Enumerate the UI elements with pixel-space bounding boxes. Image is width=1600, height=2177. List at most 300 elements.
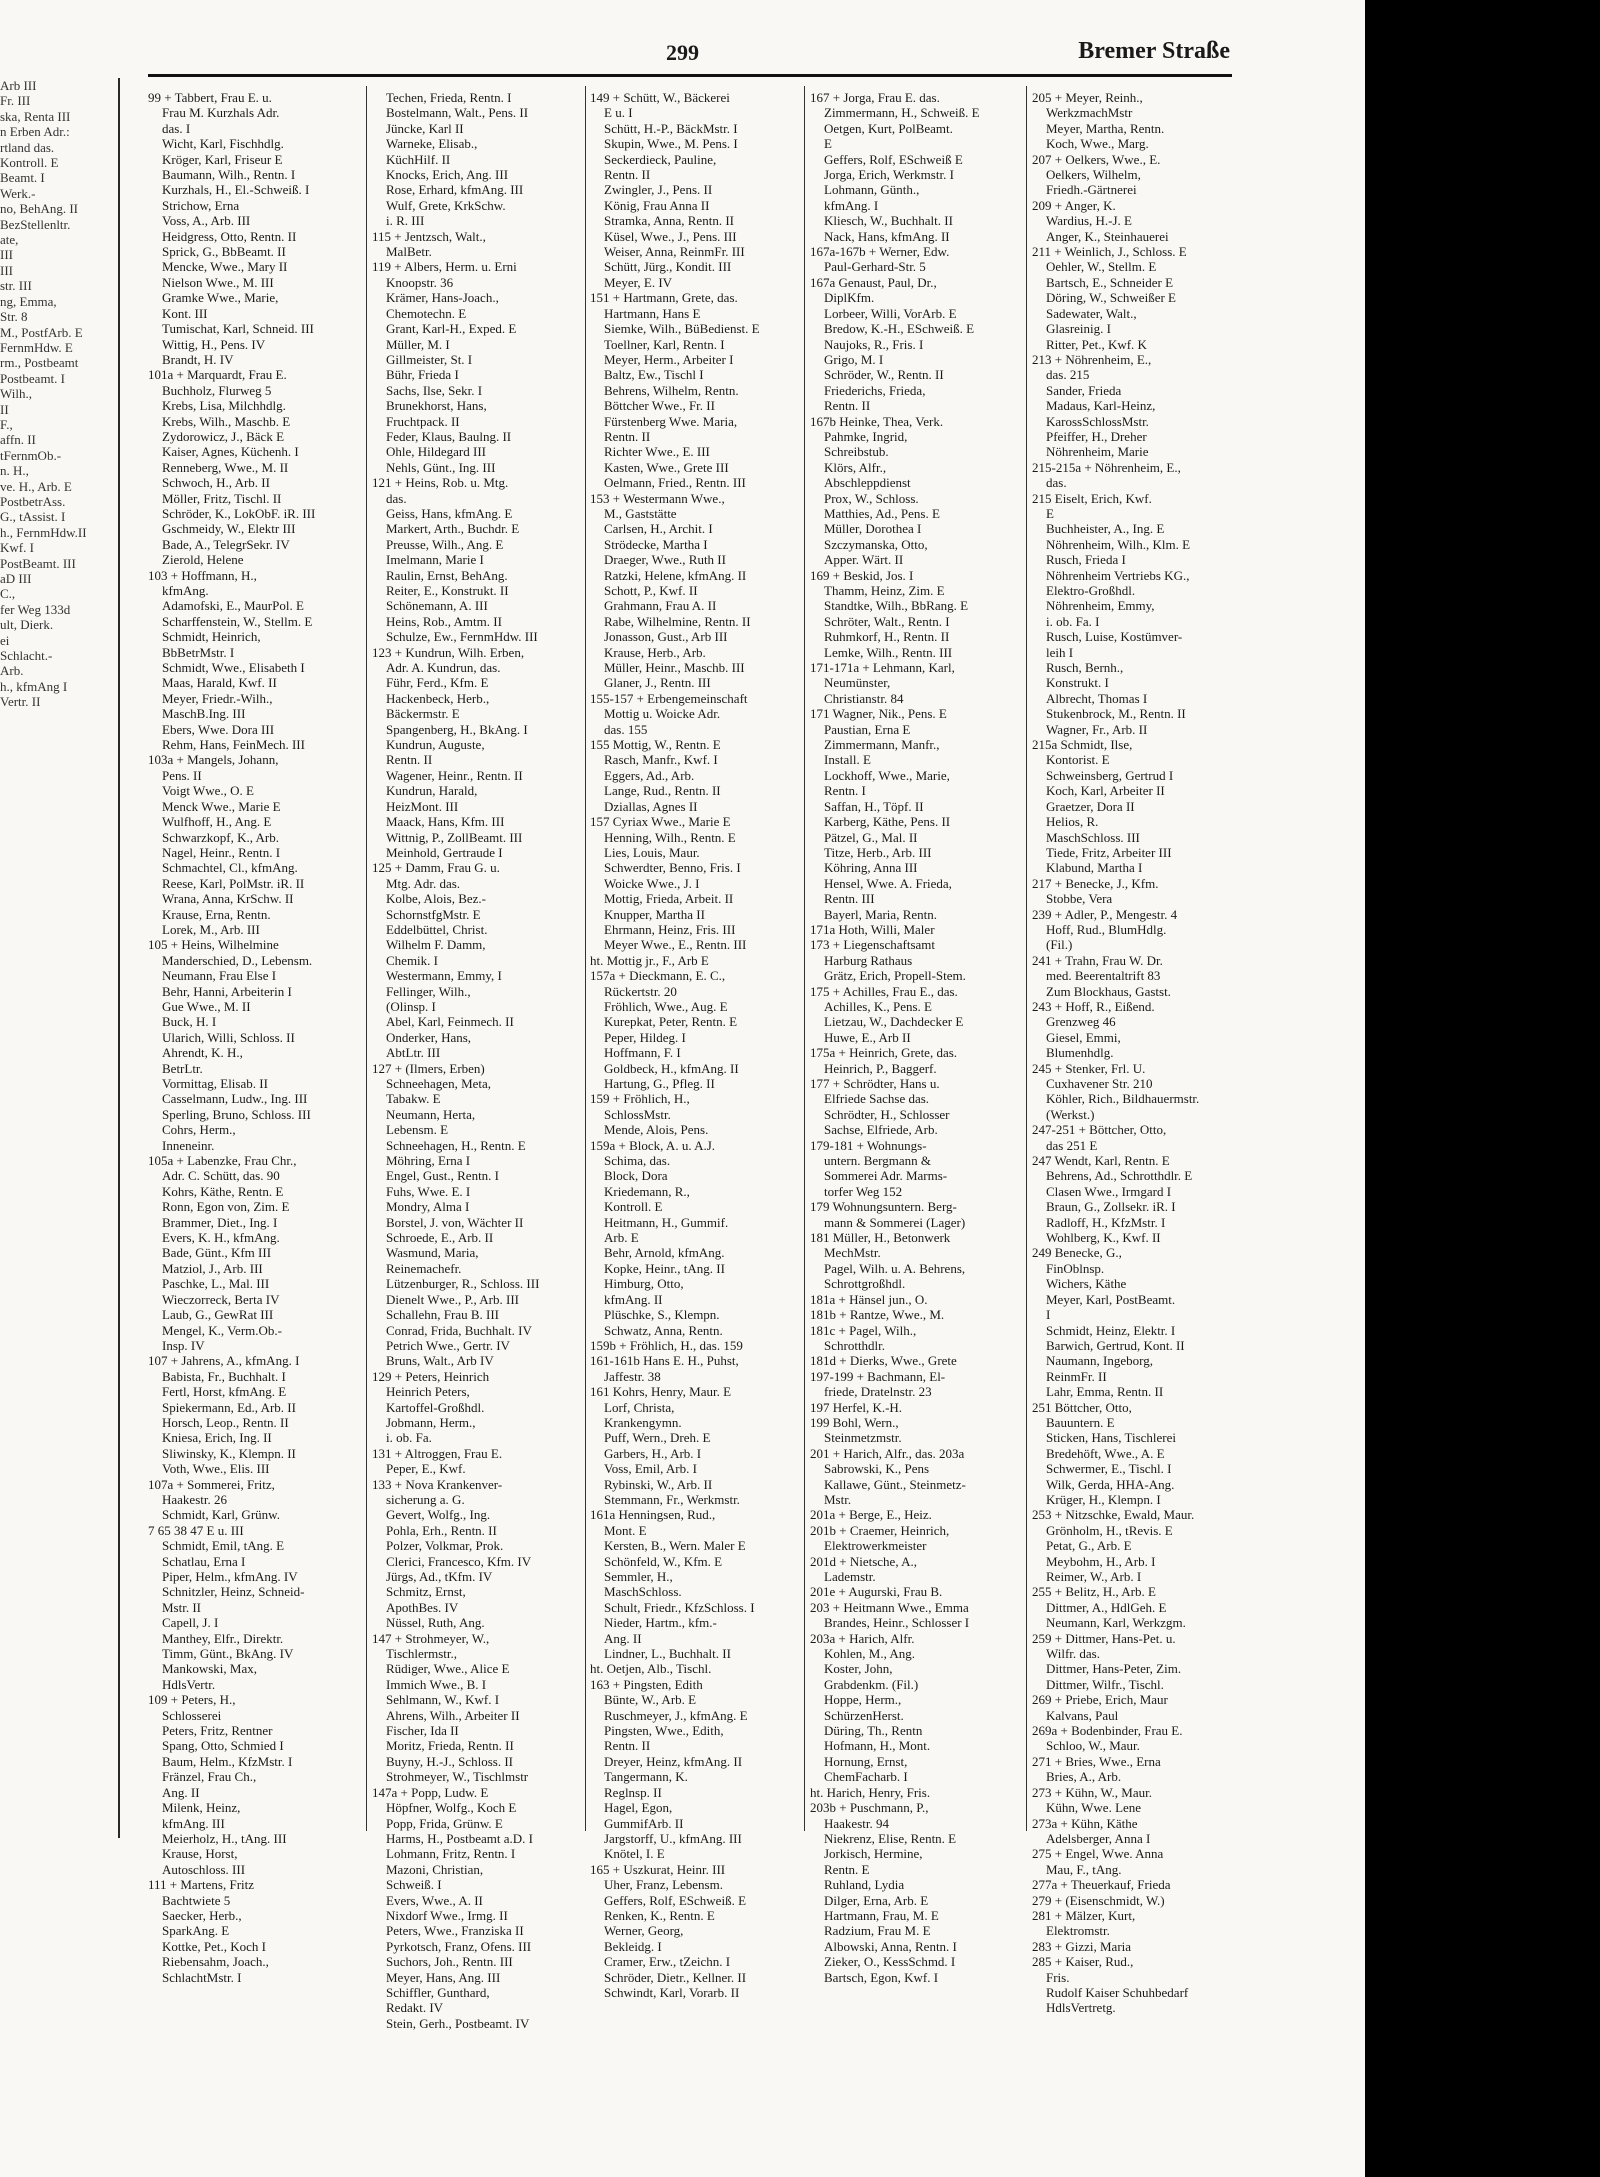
edge-line: str. III	[0, 278, 32, 294]
directory-entry: Rückertstr. 20	[604, 983, 677, 999]
directory-entry: Mende, Alois, Pens.	[604, 1122, 709, 1138]
directory-entry: 171 Wagner, Nik., Pens. E	[810, 706, 947, 722]
directory-entry: 207 + Oelkers, Wwe., E.	[1032, 151, 1161, 167]
directory-entry: 215-215a + Nöhrenheim, E.,	[1032, 459, 1181, 475]
directory-entry: Saecker, Herb.,	[162, 1907, 242, 1923]
directory-entry: 179-181 + Wohnungs-	[810, 1137, 927, 1153]
directory-entry: Möhring, Erna I	[386, 1153, 471, 1169]
directory-entry: Reglnsp. II	[604, 1784, 662, 1800]
directory-entry: Zum Blockhaus, Gastst.	[1046, 983, 1171, 999]
directory-entry: SchürzenHerst.	[824, 1707, 904, 1723]
directory-entry: Renneberg, Wwe., M. II	[162, 459, 289, 475]
directory-entry: Inneneinr.	[162, 1137, 215, 1153]
directory-entry: Lebensm. E	[386, 1122, 449, 1138]
directory-entry: Brandes, Heinr., Schlosser I	[824, 1615, 970, 1631]
scanner-black-margin	[1365, 0, 1600, 2177]
directory-entry: Gschmeidy, W., Elektr III	[162, 521, 296, 537]
directory-entry: Lietzau, W., Dachdecker E	[824, 1014, 964, 1030]
directory-entry: Chemik. I	[386, 952, 438, 968]
directory-entry: Naujoks, R., Fris. I	[824, 336, 924, 352]
directory-entry: HeizMont. III	[386, 798, 459, 814]
edge-line: aD III	[0, 571, 32, 586]
directory-entry: Gillmeister, St. I	[386, 351, 473, 367]
directory-entry: Kniesa, Erich, Ing. II	[162, 1430, 272, 1446]
directory-entry: Wagner, Fr., Arb. II	[1046, 721, 1148, 737]
directory-entry: Dienelt Wwe., P., Arb. III	[386, 1291, 519, 1307]
directory-entry: Engel, Gust., Rentn. I	[386, 1168, 500, 1184]
directory-entry: Jüncke, Karl II	[386, 120, 464, 136]
directory-entry: Voigt Wwe., O. E	[162, 783, 254, 799]
directory-entry: Nöhrenheim, Marie	[1046, 444, 1149, 460]
directory-entry: Elektro-Großhdl.	[1046, 583, 1136, 598]
directory-entry: Mottig u. Woicke Adr.	[604, 706, 721, 722]
directory-entry: Sliwinsky, K., Klempn. II	[162, 1445, 296, 1461]
directory-entry: Wagener, Heinr., Rentn. II	[386, 767, 523, 783]
directory-entry: Behrens, Wilhelm, Rentn.	[604, 382, 739, 398]
directory-entry: Spangenberg, H., BkAng. I	[386, 721, 528, 737]
directory-entry: Schmidt, Karl, Grünw.	[162, 1507, 280, 1523]
directory-entry: Heidgress, Otto, Rentn. II	[162, 228, 297, 244]
directory-entry: Müller, M. I	[386, 336, 450, 352]
directory-entry: Haakestr. 26	[162, 1491, 227, 1507]
directory-entry: Stobbe, Vera	[1046, 891, 1113, 907]
directory-entry: Pingsten, Wwe., Edith,	[604, 1723, 724, 1739]
directory-entry: Knocks, Erich, Ang. III	[386, 167, 509, 183]
directory-entry: Behr, Hanni, Arbeiterin I	[162, 983, 292, 999]
directory-entry: Suchors, Joh., Rentn. III	[386, 1954, 513, 1970]
directory-entry: Bäckermstr. E	[386, 706, 460, 722]
directory-entry: Pätzel, G., Mal. II	[824, 829, 918, 845]
directory-entry: Lorek, M., Arb. III	[162, 921, 260, 937]
directory-entry: Führ, Ferd., Kfm. E	[386, 675, 489, 691]
directory-entry: Paschke, L., Mal. III	[162, 1276, 270, 1292]
directory-entry: Radzium, Frau M. E	[824, 1923, 931, 1939]
directory-entry: Rentn. E	[824, 1861, 870, 1877]
directory-entry: Manderschied, D., Lebensm.	[162, 952, 313, 968]
directory-entry: Zierold, Helene	[162, 552, 244, 568]
directory-entry: I	[1046, 1307, 1051, 1323]
directory-entry: Schult, Friedr., KfzSchloss. I	[604, 1599, 755, 1615]
edge-line: ult, Dierk.	[0, 617, 54, 633]
directory-entry: Clasen Wwe., Irmgard I	[1046, 1183, 1172, 1199]
directory-entry: Voss, Emil, Arb. I	[604, 1461, 697, 1477]
directory-entry: 201d + Nietsche, A.,	[810, 1553, 917, 1569]
directory-entry: 199 Bohl, Wern.,	[810, 1414, 899, 1430]
directory-entry: Moritz, Frieda, Rentn. II	[386, 1738, 514, 1754]
directory-entry: Hartung, G., Pfleg. II	[604, 1076, 715, 1091]
directory-entry: Ehrmann, Heinz, Fris. III	[604, 921, 736, 937]
directory-entry: Fröhlich, Wwe., Aug. E	[604, 998, 728, 1014]
directory-entry: Lohmann, Günth.,	[824, 182, 920, 198]
directory-entry: Knoopstr. 36	[386, 274, 454, 290]
directory-entry: Lindner, L., Buchhalt. II	[604, 1646, 731, 1662]
directory-entry: 181 Müller, H., Betonwerk	[810, 1230, 951, 1246]
directory-entry: Wulf, Grete, KrkSchw.	[386, 197, 506, 213]
directory-entry: Schott, P., Kwf. II	[604, 583, 698, 598]
directory-entry: Westermann, Emmy, I	[386, 968, 502, 984]
edge-line: Vertr. II	[0, 694, 41, 710]
directory-entry: Adamofski, E., MaurPol. E	[162, 598, 304, 614]
directory-entry: Bayerl, Maria, Rentn.	[824, 906, 937, 922]
directory-entry: Grabdenkm. (Fil.)	[824, 1676, 919, 1692]
directory-entry: 283 + Gizzi, Maria	[1032, 1938, 1132, 1954]
directory-entry: Rusch, Frieda I	[1046, 552, 1126, 568]
edge-line: G., tAssist. I	[0, 509, 66, 525]
directory-entry: Schnitzler, Heinz, Schneid-	[162, 1584, 305, 1600]
directory-entry: 203a + Harich, Alfr.	[810, 1630, 915, 1646]
directory-entry: 101a + Marquardt, Frau E.	[148, 367, 287, 383]
directory-entry: Dittmer, Hans-Peter, Zim.	[1046, 1661, 1182, 1677]
directory-entry: Spang, Otto, Schmied I	[162, 1738, 284, 1754]
directory-entry: Rentn. II	[386, 752, 433, 768]
directory-entry: Matthies, Ad., Pens. E	[824, 505, 940, 521]
directory-entry: Nielson Wwe., M. III	[162, 274, 274, 290]
directory-entry: Peters, Fritz, Rentner	[162, 1723, 273, 1739]
directory-entry: Krebs, Lisa, Milchhdlg.	[162, 398, 286, 414]
directory-entry: Köhring, Anna III	[824, 860, 918, 876]
directory-entry: Wittig, H., Pens. IV	[162, 336, 266, 352]
directory-entry: 111 + Martens, Fritz	[148, 1877, 255, 1893]
directory-entry: Düring, Th., Rentn	[824, 1723, 923, 1739]
directory-entry: Kartoffel-Großhdl.	[386, 1399, 485, 1415]
directory-entry: Kröger, Karl, Friseur E	[162, 151, 283, 167]
directory-entry: Renken, K., Rentn. E	[604, 1907, 715, 1923]
directory-entry: Mankowski, Max,	[162, 1661, 257, 1677]
directory-entry: 277a + Theuerkauf, Frieda	[1032, 1877, 1171, 1893]
directory-entry: Scharffenstein, W., Stellm. E	[162, 613, 313, 629]
directory-entry: Baumann, Wilh., Rentn. I	[162, 167, 296, 183]
directory-entry: 163 + Pingsten, Edith	[590, 1676, 703, 1692]
directory-entry: Kohlen, M., Ang.	[824, 1646, 915, 1662]
directory-entry: Wulfhoff, H., Ang. E	[162, 814, 272, 830]
header-rule	[148, 74, 1232, 77]
directory-entry: Install. E	[824, 752, 871, 768]
directory-entry: Mottig, Frieda, Arbeit. II	[604, 891, 734, 907]
directory-entry: Döring, W., Schweißer E	[1046, 290, 1176, 306]
directory-entry: 247-251 + Böttcher, Otto,	[1032, 1122, 1167, 1138]
directory-entry: Voth, Wwe., Elis. III	[162, 1461, 270, 1477]
directory-entry: Bredow, K.-H., ESchweiß. E	[824, 321, 975, 337]
directory-entry: 181c + Pagel, Wilh.,	[810, 1322, 917, 1338]
directory-entry: Uher, Franz, Lebensm.	[604, 1877, 723, 1893]
directory-entry: M., Gaststätte	[604, 505, 677, 521]
directory-entry: Müller, Heinr., Maschb. III	[604, 660, 745, 676]
directory-entry: Fertl, Horst, kfmAng. E	[162, 1384, 287, 1400]
directory-entry: Riebensahm, Joach.,	[162, 1954, 269, 1970]
directory-entry: Brunekhorst, Hans,	[386, 398, 487, 414]
edge-line: Postbeamt. I	[0, 370, 65, 386]
column-divider	[366, 86, 367, 1831]
directory-entry: Rudolf Kaiser Schuhbedarf	[1046, 1984, 1189, 2000]
directory-entry: Kurzhals, H., El.-Schweiß. I	[162, 182, 310, 198]
directory-entry: Krämer, Hans-Joach.,	[386, 290, 499, 306]
directory-entry: Warneke, Elisab.,	[386, 136, 478, 152]
directory-entry: Carlsen, H., Archit. I	[604, 521, 713, 537]
directory-entry: Henning, Wilh., Rentn. E	[604, 829, 736, 845]
directory-entry: Peper, E., Kwf.	[386, 1461, 466, 1477]
directory-entry: 179 Wohnungsuntern. Berg-	[810, 1199, 957, 1215]
street-title: Bremer Straße	[1078, 38, 1230, 64]
directory-entry: Dilger, Erna, Arb. E	[824, 1892, 929, 1908]
directory-entry: Bachtwiete 5	[162, 1892, 231, 1908]
directory-entry: Niekrenz, Elise, Rentn. E	[824, 1830, 957, 1846]
directory-entry: BetrLtr.	[162, 1060, 203, 1076]
directory-entry: Harms, H., Postbeamt a.D. I	[386, 1830, 533, 1846]
directory-column-4	[810, 90, 1022, 1985]
directory-entry: Block, Dora	[604, 1168, 668, 1184]
directory-entry: 125 + Damm, Frau G. u.	[372, 860, 500, 876]
directory-entry: Evers, K. H., kfmAng.	[162, 1230, 280, 1246]
directory-entry: Chemotechn. E	[386, 305, 467, 321]
directory-entry: Koch, Karl, Arbeiter II	[1046, 783, 1165, 799]
directory-entry: Ruschmeyer, J., kfmAng. E	[604, 1707, 748, 1723]
directory-entry: Schreibstub.	[824, 444, 889, 460]
directory-entry: Krause, Erna, Rentn.	[162, 906, 271, 922]
directory-entry: SchlossMstr.	[604, 1106, 671, 1122]
directory-entry: Prox, W., Schloss.	[824, 490, 919, 506]
directory-entry: Lorf, Christa,	[604, 1399, 675, 1415]
directory-entry: Lützenburger, R., Schloss. III	[386, 1276, 540, 1292]
directory-entry: Stukenbrock, M., Rentn. II	[1046, 706, 1186, 722]
directory-entry: i. R. III	[386, 213, 425, 229]
directory-entry: Ang. II	[162, 1784, 200, 1800]
edge-line: h., kfmAng I	[0, 678, 68, 694]
directory-entry: Paul-Gerhard-Str. 5	[824, 259, 926, 275]
directory-entry: Madaus, Karl-Heinz,	[1046, 398, 1156, 414]
directory-entry: Friederichs, Frieda,	[824, 382, 926, 398]
directory-entry: KarossSchlossMstr.	[1046, 413, 1149, 429]
directory-entry: 161-161b Hans E. H., Puhst,	[590, 1353, 739, 1369]
directory-entry: Zimmermann, Manfr.,	[824, 737, 940, 753]
directory-entry: Nüssel, Ruth, Ang.	[386, 1615, 485, 1631]
directory-entry: Rose, Erhard, kfmAng. III	[386, 182, 524, 198]
directory-entry: Schneehagen, Meta,	[386, 1076, 492, 1091]
directory-entry: Wilk, Gerda, HHA-Ang.	[1046, 1476, 1175, 1492]
directory-entry: Lies, Louis, Maur.	[604, 844, 700, 860]
directory-entry: Oelkers, Wilhelm,	[1046, 167, 1141, 183]
directory-entry: 181a + Hänsel jun., O.	[810, 1291, 928, 1307]
directory-entry: Blumenhdlg.	[1046, 1045, 1114, 1061]
directory-entry: WerkzmachMstr	[1046, 105, 1133, 121]
directory-entry: AbtLtr. III	[386, 1045, 441, 1061]
directory-entry: Peters, Wwe., Franziska II	[386, 1923, 524, 1939]
directory-entry: Krause, Herb., Arb.	[604, 644, 706, 660]
directory-entry: Meyer Wwe., E., Rentn. III	[604, 937, 747, 953]
directory-entry: Schulze, Ew., FernmHdw. III	[386, 629, 538, 645]
page-header	[150, 38, 1230, 78]
directory-entry: Ahrendt, K. H.,	[162, 1045, 243, 1061]
directory-entry: Piper, Helm., kfmAng. IV	[162, 1569, 298, 1584]
edge-line: ei	[0, 632, 10, 648]
directory-entry: Pyrkotsch, Franz, Ofens. III	[386, 1938, 532, 1954]
directory-entry: Mencke, Wwe., Mary II	[162, 259, 288, 275]
directory-entry: Glaner, J., Rentn. III	[604, 675, 711, 691]
directory-entry: 147 + Strohmeyer, W.,	[372, 1630, 490, 1646]
directory-entry: Wilfr. das.	[1046, 1646, 1100, 1662]
directory-entry: Kühn, Wwe. Lene	[1046, 1800, 1142, 1816]
directory-entry: Jorga, Erich, Werkmstr. I	[824, 167, 954, 183]
directory-entry: 205 + Meyer, Reinh.,	[1032, 90, 1143, 105]
directory-entry: Reiter, E., Konstrukt. II	[386, 583, 509, 598]
directory-entry: E u. I	[604, 105, 633, 121]
directory-column-3	[590, 90, 800, 2000]
directory-entry: 215a Schmidt, Ilse,	[1032, 737, 1133, 753]
directory-entry: Wicht, Karl, Fischhdlg.	[162, 136, 284, 152]
directory-entry: 259 + Dittmer, Hans-Pet. u.	[1032, 1630, 1176, 1646]
directory-entry: Strohmeyer, W., Tischlmstr	[386, 1769, 529, 1785]
directory-entry: Tabakw. E	[386, 1091, 441, 1107]
directory-entry: kfmAng. II	[604, 1291, 663, 1307]
directory-entry: Sachse, Elfriede, Arb.	[824, 1122, 938, 1138]
directory-entry: Brandt, H. IV	[162, 351, 234, 367]
directory-entry: Nixdorf Wwe., Irmg. II	[386, 1907, 508, 1923]
directory-entry: Reimer, W., Arb. I	[1046, 1569, 1142, 1584]
directory-entry: 197 Herfel, K.-H.	[810, 1399, 903, 1415]
directory-entry: Grigo, M. I	[824, 351, 884, 367]
directory-entry: Strichow, Erna	[162, 197, 240, 213]
directory-entry: 275 + Engel, Wwe. Anna	[1032, 1846, 1164, 1862]
directory-entry: (Werkst.)	[1046, 1106, 1095, 1122]
directory-entry: Buck, H. I	[162, 1014, 217, 1030]
directory-entry: Popp, Frida, Grünw. E	[386, 1815, 503, 1831]
directory-entry: Stramka, Anna, Rentn. II	[604, 213, 734, 229]
directory-entry: Kontorist. E	[1046, 752, 1110, 768]
directory-entry: HdlsVertretg.	[1046, 2000, 1116, 2016]
directory-entry: Kasten, Wwe., Grete III	[604, 459, 729, 475]
directory-entry: Schrödter, H., Schlosser	[824, 1106, 950, 1122]
directory-entry: Ahrens, Wilh., Arbeiter II	[386, 1707, 520, 1723]
directory-entry: Elektrowerkmeister	[824, 1538, 927, 1554]
directory-entry: Sperling, Bruno, Schloss. III	[162, 1106, 311, 1122]
directory-entry: 203b + Puschmann, P.,	[810, 1800, 929, 1816]
directory-entry: das. I	[162, 120, 191, 136]
directory-entry: Wilhelm F. Damm,	[386, 937, 486, 953]
edge-line: Beamt. I	[0, 170, 45, 186]
directory-entry: Apper. Wärt. II	[824, 552, 904, 568]
directory-entry: Rasch, Manfr., Kwf. I	[604, 752, 718, 768]
directory-entry: Casselmann, Ludw., Ing. III	[162, 1091, 308, 1107]
directory-entry: 201 + Harich, Alfr., das. 203a	[810, 1445, 965, 1461]
directory-entry: Schütt, H.-P., BäckMstr. I	[604, 120, 738, 136]
directory-entry: Meyer, E. IV	[604, 274, 673, 290]
directory-entry: Grönholm, H., tRevis. E	[1046, 1522, 1173, 1538]
directory-entry: Ruhmkorf, H., Rentn. II	[824, 629, 950, 645]
directory-entry: MechMstr.	[824, 1245, 881, 1261]
directory-entry: Schütt, Jürg., Kondit. III	[604, 259, 732, 275]
directory-entry: kfmAng. III	[162, 1815, 225, 1831]
directory-entry: 171a Hoth, Willi, Maler	[810, 921, 935, 937]
directory-entry: Wasmund, Maria,	[386, 1245, 479, 1261]
directory-entry: Petat, G., Arb. E	[1046, 1538, 1132, 1554]
directory-entry: Dittmer, Wilfr., Tischl.	[1046, 1676, 1164, 1692]
directory-entry: Lademstr.	[824, 1569, 876, 1584]
directory-entry: Kundrun, Auguste,	[386, 737, 485, 753]
directory-entry: Bekleidg. I	[604, 1938, 662, 1954]
directory-entry: Sander, Frieda	[1046, 382, 1122, 398]
edge-line: fer Weg 133d	[0, 601, 71, 617]
directory-entry: Reese, Karl, PolMstr. iR. II	[162, 875, 305, 891]
directory-entry: Wrana, Anna, KrSchw. II	[162, 891, 294, 907]
directory-entry: Karberg, Käthe, Pens. II	[824, 814, 951, 830]
directory-entry: Neumann, Frau Else I	[162, 968, 277, 984]
directory-entry: Buchholz, Flurweg 5	[162, 382, 272, 398]
directory-entry: Böttcher Wwe., Fr. II	[604, 398, 715, 414]
edge-line: Wilh.,	[0, 386, 32, 402]
directory-entry: Grenzweg 46	[1046, 1014, 1116, 1030]
directory-entry: Milenk, Heinz,	[162, 1800, 241, 1816]
directory-entry: 271 + Bries, Wwe., Erna	[1032, 1753, 1161, 1769]
directory-entry: Meyer, Friedr.-Wilh.,	[162, 690, 273, 706]
directory-column-5	[1032, 90, 1232, 2016]
directory-entry: Plüschke, S., Klempn.	[604, 1307, 720, 1323]
directory-entry: Rentn. II	[604, 1738, 651, 1754]
directory-entry: Rentn. II	[824, 398, 871, 414]
directory-entry: Bauuntern. E	[1046, 1414, 1115, 1430]
directory-entry: 151 + Hartmann, Grete, das.	[590, 290, 738, 306]
directory-entry: 273a + Kühn, Käthe	[1032, 1815, 1138, 1831]
directory-entry: Dreyer, Heinz, kfmAng. II	[604, 1753, 743, 1769]
directory-entry: Immich Wwe., B. I	[386, 1676, 487, 1692]
directory-entry: Bostelmann, Walt., Pens. II	[386, 105, 529, 121]
directory-entry: 173 + Liegenschaftsamt	[810, 937, 936, 953]
directory-entry: Ruhland, Lydia	[824, 1877, 905, 1893]
directory-entry: 169 + Beskid, Jos. I	[810, 567, 914, 583]
directory-entry: 105a + Labenzke, Frau Chr.,	[148, 1153, 297, 1169]
directory-entry: Albrecht, Thomas I	[1046, 690, 1148, 706]
directory-entry: Insp. IV	[162, 1337, 205, 1353]
directory-entry: Kohrs, Käthe, Rentn. E	[162, 1183, 284, 1199]
directory-entry: 285 + Kaiser, Rud.,	[1032, 1954, 1134, 1970]
directory-entry: Goldbeck, H., kfmAng. II	[604, 1060, 739, 1076]
directory-entry: Standtke, Wilh., BbRang. E	[824, 598, 969, 614]
directory-entry: 7 65 38 47 E u. III	[148, 1522, 244, 1538]
directory-entry: Stein, Gerh., Postbeamt. IV	[386, 2015, 530, 2031]
directory-entry: 279 + (Eisenschmidt, W.)	[1032, 1892, 1165, 1908]
directory-entry: 175a + Heinrich, Grete, das.	[810, 1045, 958, 1061]
directory-entry: Stemmann, Fr., Werkmstr.	[604, 1491, 740, 1507]
directory-entry: Meyer, Karl, PostBeamt.	[1046, 1291, 1176, 1307]
directory-entry: Kaiser, Agnes, Küchenh. I	[162, 444, 299, 460]
directory-entry: Rüdiger, Wwe., Alice E	[386, 1661, 510, 1677]
directory-entry: Peper, Hildeg. I	[604, 1029, 686, 1045]
directory-entry: 167a Genaust, Paul, Dr.,	[810, 274, 937, 290]
directory-entry: Redakt. IV	[386, 2000, 444, 2016]
directory-entry: Siemke, Wilh., BüBedienst. E	[604, 321, 760, 337]
directory-entry: Tangermann, K.	[604, 1769, 688, 1785]
directory-entry: Ritter, Pet., Kwf. K	[1046, 336, 1147, 352]
edge-line: ska, Renta III	[0, 108, 71, 124]
directory-entry: Conrad, Frida, Buchhalt. IV	[386, 1322, 532, 1338]
directory-entry: Müller, Dorothea I	[824, 521, 922, 537]
edge-line: II	[0, 401, 9, 417]
directory-entry: Ratzki, Helene, kfmAng. II	[604, 567, 747, 583]
directory-entry: Schröter, Walt., Rentn. I	[824, 613, 950, 629]
directory-entry: 251 Böttcher, Otto,	[1032, 1399, 1132, 1415]
directory-entry: 119 + Albers, Herm. u. Erni	[372, 259, 517, 275]
directory-entry: Bartsch, E., Schneider E	[1046, 274, 1174, 290]
directory-entry: Zieker, O., KessSchmd. I	[824, 1954, 956, 1970]
edge-line: n Erben Adr.:	[0, 124, 70, 140]
directory-entry: Koster, John,	[824, 1661, 893, 1677]
directory-entry: Mondry, Alma I	[386, 1199, 470, 1215]
directory-entry: 127 + (Ilmers, Erben)	[372, 1060, 485, 1076]
directory-entry: Meybohm, H., Arb. I	[1046, 1553, 1156, 1569]
edge-line: affn. II	[0, 432, 36, 448]
directory-entry: das. 155	[604, 721, 648, 737]
directory-entry: Skupin, Wwe., M. Pens. I	[604, 136, 738, 152]
directory-entry: 167 + Jorga, Frau E. das.	[810, 90, 940, 105]
directory-entry: Meyer, Herm., Arbeiter I	[604, 351, 734, 367]
